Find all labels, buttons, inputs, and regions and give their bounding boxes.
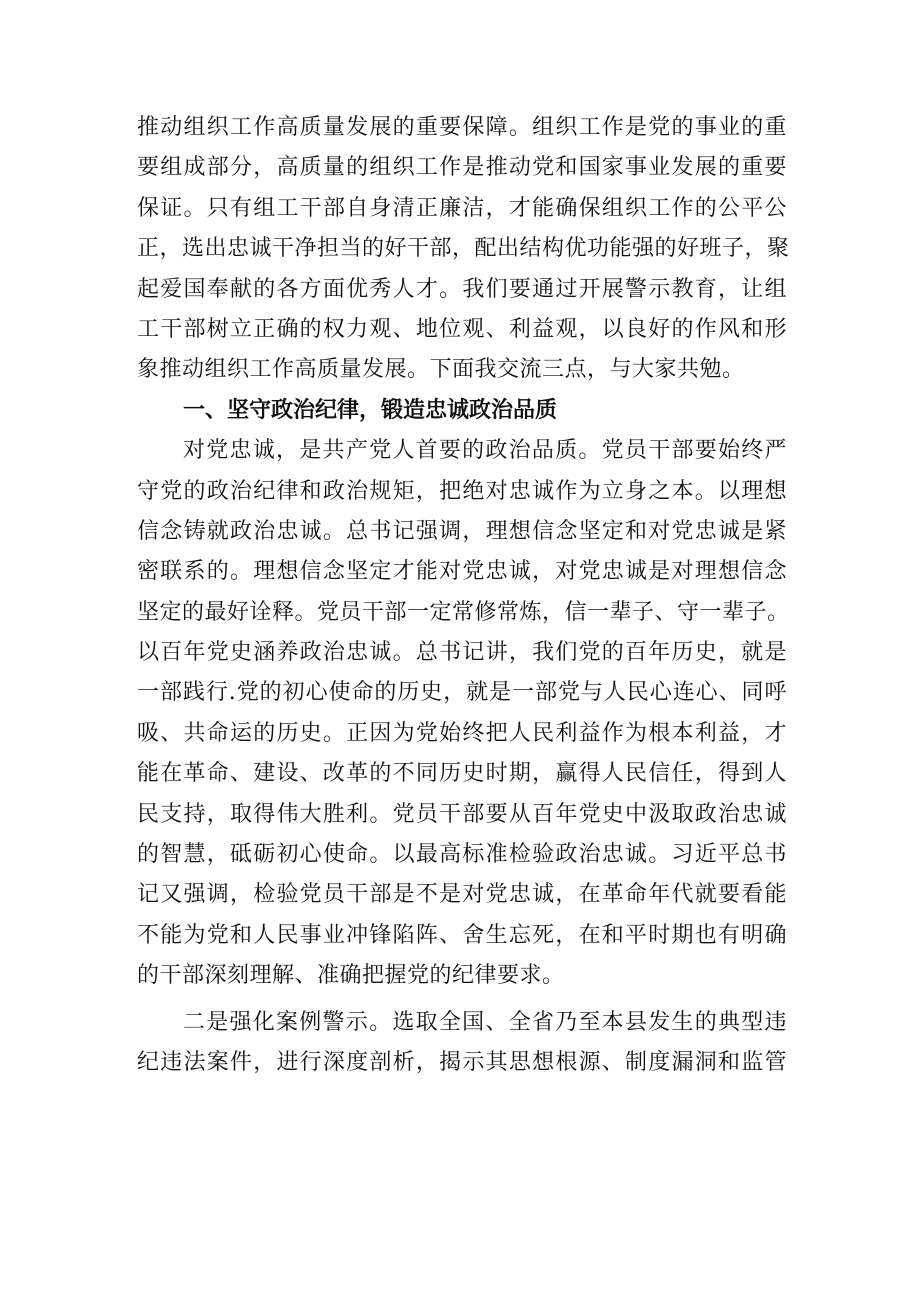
text-line: 不能为党和人民事业冲锋陷阵、舍生忘死，在和平时期也有明确 [137,922,787,948]
text-line: 起爱国奉献的各方面优秀人才。我们要通过开展警示教育，让组 [137,276,787,302]
text-line: 象推动组织工作高质量发展。下面我交流三点，与大家共勉。 [137,357,745,383]
text-line: 民支持，取得伟大胜利。党员干部要从百年党史中汲取政治忠诚 [137,801,787,827]
paragraph-case-warning [137,1003,787,1084]
text-line: 工干部树立正确的权力观、地位观、利益观，以良好的作风和形 [137,316,787,342]
text-line: 的干部深刻理解、准确把握党的纪律要求。 [137,963,565,989]
document-body [137,108,790,1083]
text-line: 以百年党史涵养政治忠诚。总书记讲，我们党的百年历史，就是 [137,640,787,666]
text-line: 吸、共命运的历史。正因为党始终把人民利益作为根本利益，才 [137,720,787,746]
text-line: 二是强化案例警示。选取全国、全省乃至本县发生的典型违 [183,1009,787,1035]
text-line: 能在革命、建设、改革的不同历史时期，赢得人民信任，得到人 [137,761,787,787]
paragraph-intro [137,108,790,391]
text-line: 记又强调，检验党员干部是不是对党忠诚，在革命年代就要看能 [137,882,787,908]
text-line: 的智慧，砥砺初心使命。以最高标准检验政治忠诚。习近平总书 [137,842,787,868]
text-line: 保证。只有组工干部自身清正廉洁，才能确保组织工作的公平公 [137,195,787,221]
text-line: 纪违法案件，进行深度剖析，揭示其思想根源、制度漏洞和监管 [137,1049,787,1075]
text-line: 要组成部分，高质量的组织工作是推动党和国家事业发展的重要 [137,155,787,181]
text-line: 一部践行.党的初心使命的历史，就是一部党与人民心连心、同呼 [137,680,787,706]
text-line: 对党忠诚，是共产党人首要的政治品质。党员干部要始终严 [183,438,787,464]
text-line: 守党的政治纪律和政治规矩，把绝对忠诚作为立身之本。以理想 [137,478,787,504]
text-line: 推动组织工作高质量发展的重要保障。组织工作是党的事业的重 [137,115,787,140]
paragraph-loyalty [137,431,790,996]
text-line: 密联系的。理想信念坚定才能对党忠诚，对党忠诚是对理想信念 [137,559,787,585]
text-line: 正，选出忠诚干净担当的好干部，配出结构优功能强的好班子，聚 [137,236,790,262]
text-line: 坚定的最好诠释。党员干部一定常修常炼，信一辈子、守一辈子。 [137,599,790,625]
text-line: 信念铸就政治忠诚。总书记强调，理想信念坚定和对党忠诚是紧 [137,518,787,544]
section-heading: 一、坚守政治纪律，锻造忠诚政治品质 [183,397,558,423]
